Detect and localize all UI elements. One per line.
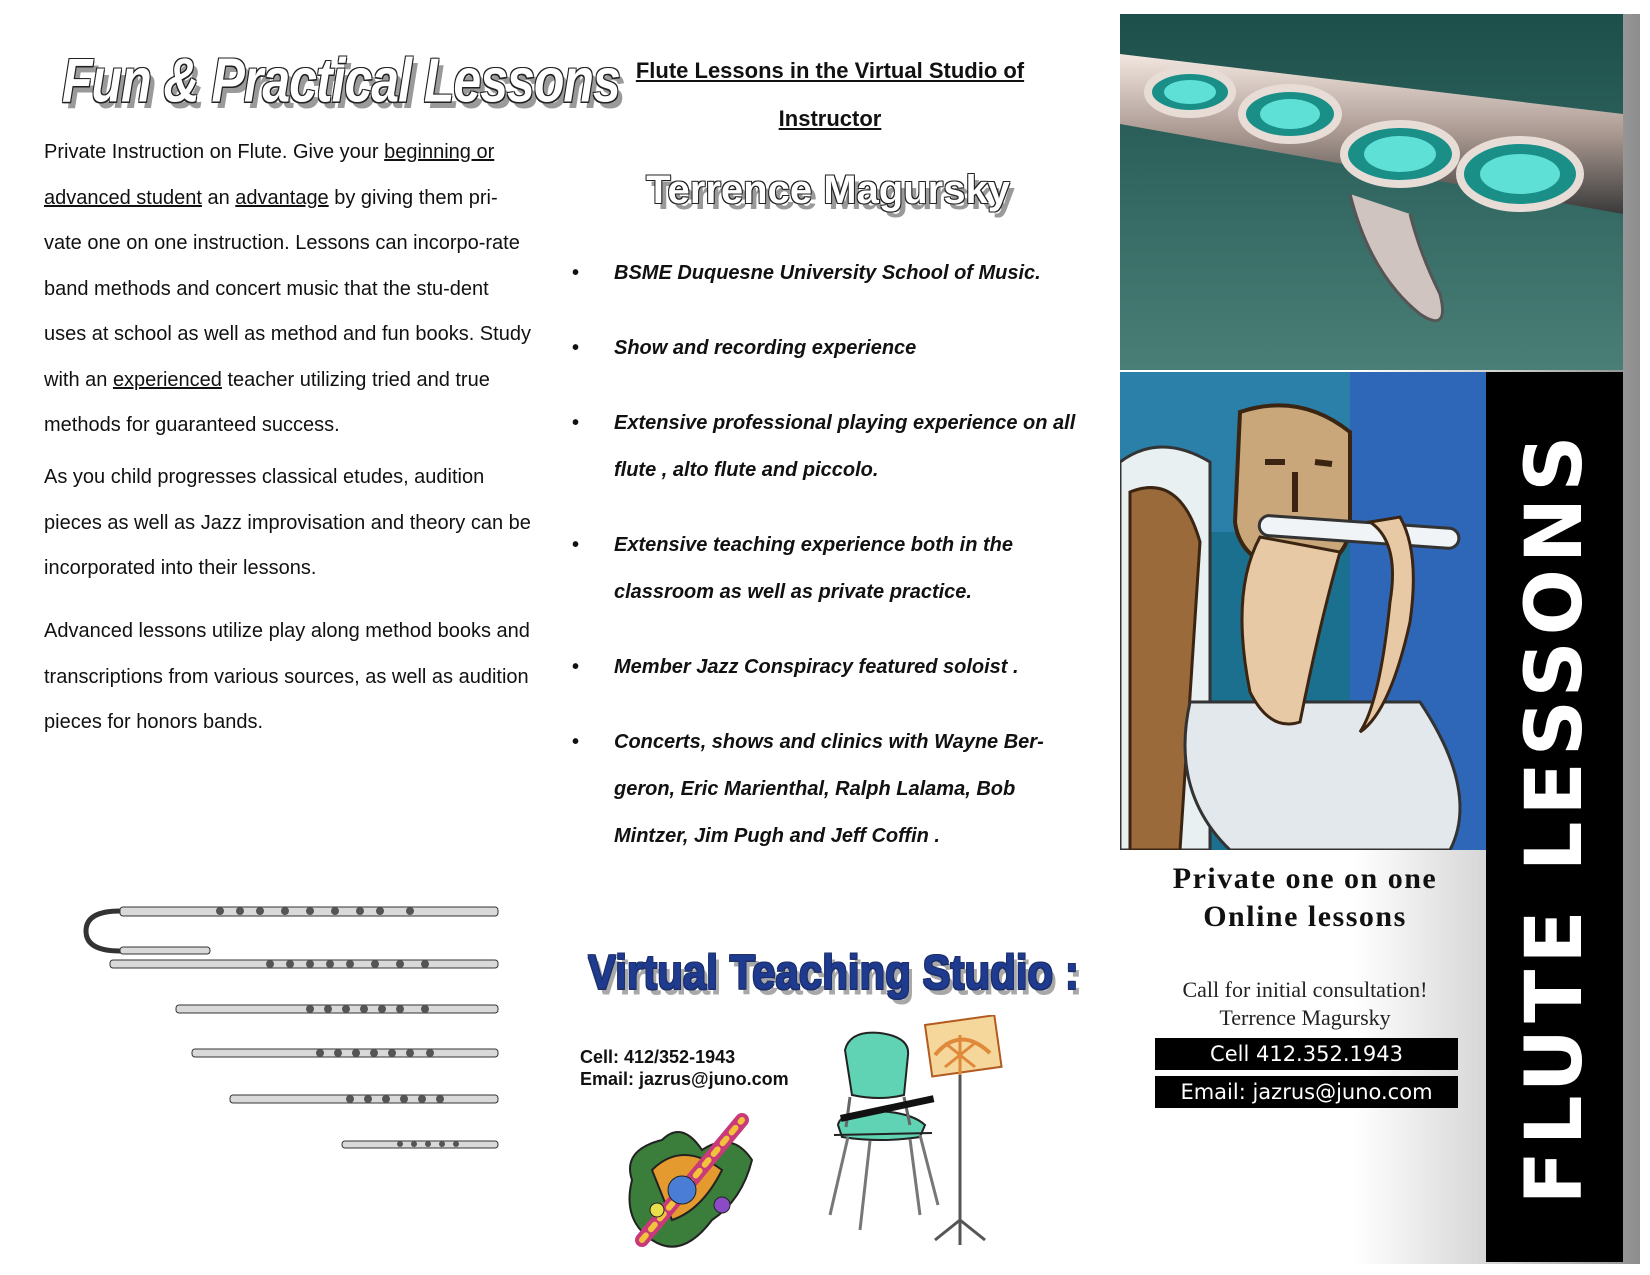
- vertical-title: FLUTE LESSONS: [1509, 429, 1600, 1205]
- intro-text-4: teacher utilizing tried and true methods for guaranteed success.: [44, 368, 490, 436]
- middle-contact-email: Email: jazrus@juno.com: [580, 1069, 789, 1089]
- intro-underline-student: beginning or advanced student: [44, 141, 495, 209]
- studio-title: [588, 945, 1079, 1000]
- middle-heading-line1: Flute Lessons in the Virtual Studio of: [635, 58, 1025, 83]
- call-line: Call for initial consultation!: [1182, 977, 1428, 1002]
- music-clipart-icon: [612, 1110, 772, 1260]
- right-headline: [1120, 860, 1490, 936]
- intro-text-3: by giving them pri-vate one on one instruction. Lessons can incorpo-rate band methods and concert music that the stu-dent uses at school as well as method and fun books. Study with an: [44, 186, 531, 391]
- intro-text-2: an: [201, 186, 236, 209]
- chair-and-music-stand-icon: [820, 1015, 1020, 1250]
- vertical-title-container: [1486, 372, 1623, 1262]
- credential-item: • Extensive professional playing experience on all flute , alto flute and piccolo.: [570, 400, 1090, 494]
- intro-underline-experienced: experienced: [112, 368, 222, 391]
- intro-paragraph: [44, 130, 532, 449]
- cell-phone-box: Cell 412.352.1943: [1155, 1038, 1458, 1070]
- middle-contact-cell: Cell: 412/352-1943: [580, 1047, 736, 1067]
- left-panel-title: Fun & Practical Lessons: [62, 45, 620, 116]
- teacher-name-line: Terrence Magursky: [1219, 1005, 1391, 1030]
- flute-family-illustration: [80, 905, 500, 1185]
- progress-paragraph: As you child progresses classical etudes, audition pieces as well as Jazz improvisation and theory can be incorporated into their lessons.: [44, 466, 531, 579]
- intro-underline-advantage: advantage: [235, 186, 329, 209]
- right-headline-line1: Private one on one: [1172, 862, 1438, 895]
- credential-item: • Show and recording experience: [570, 325, 1090, 372]
- advanced-paragraph: Advanced lessons utilize play along method books and transcriptions from various sources, as well as audition pieces for honors bands.: [44, 620, 530, 733]
- email-box: Email: jazrus@juno.com: [1155, 1076, 1458, 1108]
- credential-item: • Extensive teaching experience both in the classroom as well as private practice.: [570, 522, 1090, 616]
- credential-item: • BSME Duquesne University School of Music.: [570, 250, 1090, 297]
- credential-item: • Concerts, shows and clinics with Wayne Ber-geron, Eric Marienthal, Ralph Lalama, Bob Mintzer, Jim Pugh and Jeff Coffin .: [570, 719, 1090, 860]
- middle-contact: [580, 1046, 789, 1090]
- right-call-to-action: [1120, 976, 1490, 1032]
- instructor-name: Terrence Magursky: [646, 168, 1010, 212]
- right-headline-line2: Online lessons: [1203, 900, 1407, 933]
- credential-item: • Member Jazz Conspiracy featured soloist .: [570, 644, 1090, 691]
- intro-text-1: Private Instruction on Flute. Give your: [44, 141, 385, 163]
- flute-player-painting: [1120, 372, 1486, 850]
- middle-heading-line2: Instructor: [778, 106, 882, 131]
- credentials-list: [570, 250, 1090, 888]
- studio-title-text: Virtual Teaching Studio :: [588, 945, 1079, 1000]
- flute-keys-photo: [1120, 14, 1623, 370]
